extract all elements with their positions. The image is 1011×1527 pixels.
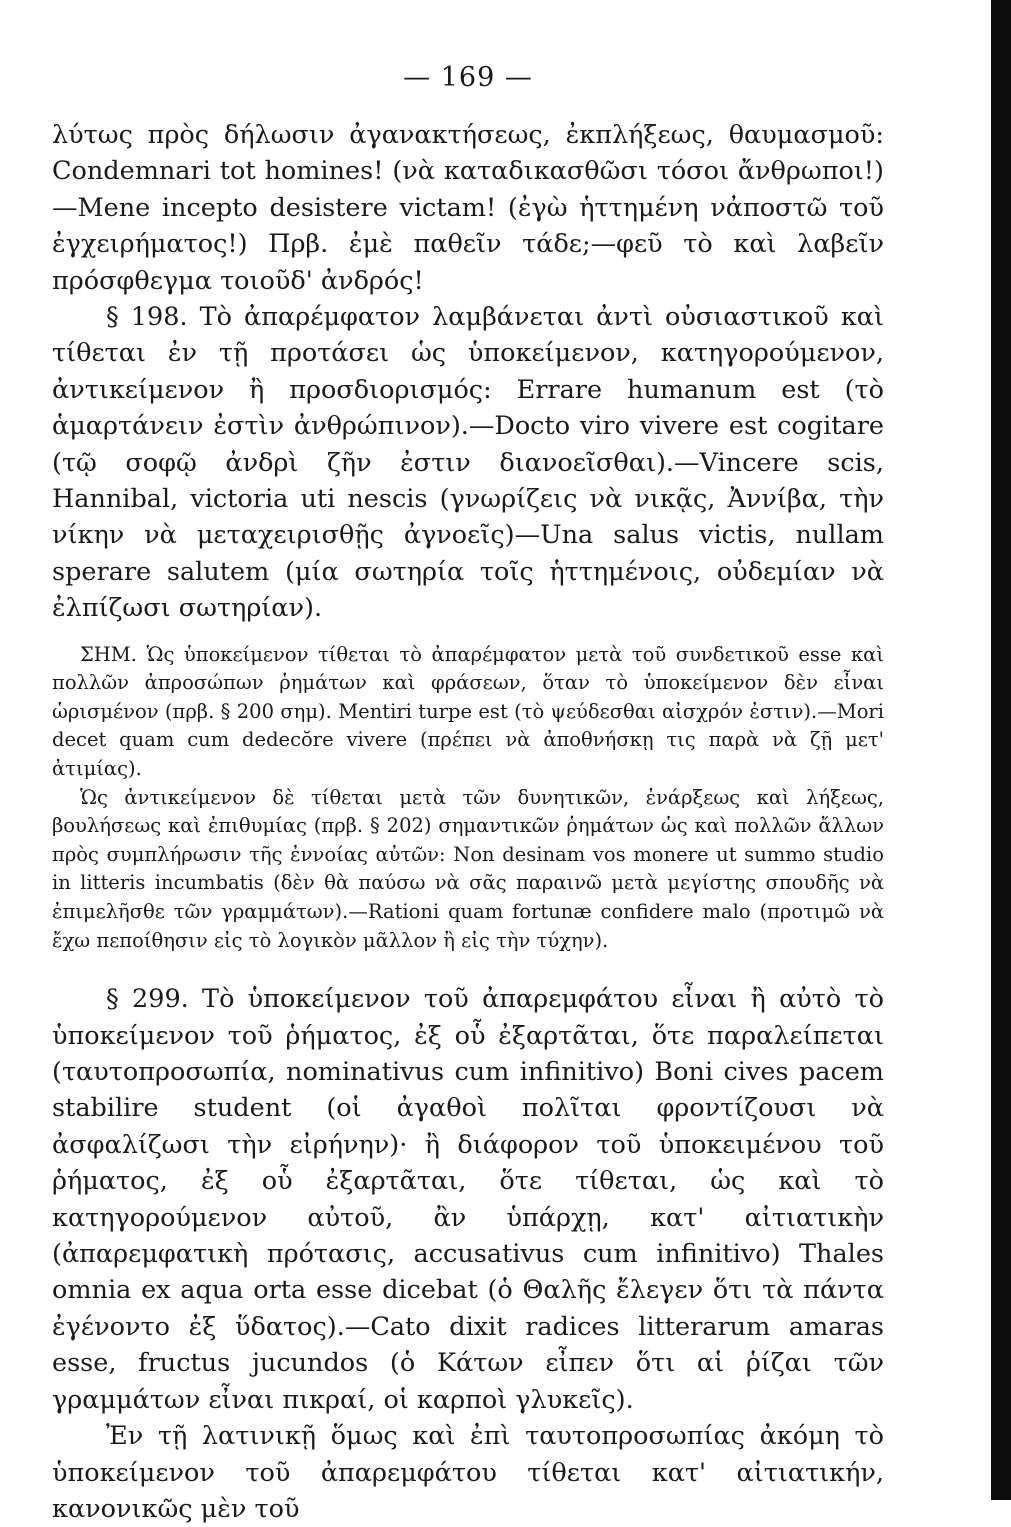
paragraph-latin-subject: Ἐν τῇ λατινικῇ ὅμως καὶ ἐπὶ ταυτοπροσωπίας ἀκόμη τὸ ὑποκείμενον τοῦ ἀπαρεμφάτου τίθεται κατ' αἰτιατικήν, κανονικῶς μὲν τοῦ: [52, 1421, 884, 1524]
paragraph-section-299: § 299. Τὸ ὑποκείμενον τοῦ ἀπαρεμφάτου εἶναι ἢ αὐτὸ τὸ ὑποκείμενον τοῦ ῥήματος, ἐξ οὗ ἐξαρτᾶται, ὅτε παραλείπεται (ταυτοπροσωπία, nominativus cum infinitivo) Boni cives pacem stabilire student (οἱ ἀγαθοὶ πολῖται φροντίζουσι νὰ ἀσφαλίζωσι τὴν εἰρήνην)· ἢ διάφορον τοῦ ὑποκειμένου τοῦ ῥήματος, ἐξ οὗ ἐξαρτᾶται, ὅτε τίθεται, ὡς καὶ τὸ κατηγορούμενον αὐτοῦ, ἂν ὑπάρχῃ, κατ' αἰτιατικὴν (ἀπαρεμφατικὴ πρότασις, accusativus cum infinitivo) Thales omnia ex aqua orta esse dicebat (ὁ Θαλῆς ἔλεγεν ὅτι τὰ πάντα ἐγένοντο ἐξ ὕδατος).—Cato dixit radices litterarum amaras esse, fructus jucundos (ὁ Κάτων εἶπεν ὅτι αἱ ῥίζαι τῶν γραμμάτων εἶναι πικραί, οἱ καρποὶ γλυκεῖς).: [52, 984, 884, 1415]
paragraph-continuation: λύτως πρὸς δήλωσιν ἀγανακτήσεως, ἐκπλήξεως, θαυμασμοῦ: Condemnari tot homines! (νὰ καταδικασθῶσι τόσοι ἄνθρωποι!)—Mene incepto desistere victam! (ἐγὼ ἡττημένη νἀποστῶ τοῦ ἐγχειρήματος!) Πρβ. ἐμὲ παθεῖν τάδε;—φεῦ τὸ καὶ λαβεῖν πρόσφθεγμα τοιοῦδ' ἀνδρός!: [52, 120, 884, 296]
paragraph-section-198: § 198. Τὸ ἀπαρέμφατον λαμβάνεται ἀντὶ οὐσιαστικοῦ καὶ τίθεται ἐν τῇ προτάσει ὡς ὑποκείμενον, κατηγορούμενον, ἀντικείμενον ἢ προσδιορισμός: Errare humanum est (τὸ ἁμαρτάνειν ἐστὶν ἀνθρώπινον).—Docto viro vivere est cogitare (τῷ σοφῷ ἀνδρὶ ζῆν ἐστιν διανοεῖσθαι).—Vincere scis, Hannibal, victoria uti nescis (γνωρίζεις νὰ νικᾷς, Ἀννίβα, τὴν νίκην νὰ μεταχειρισθῇς ἀγνοεῖς)—Una salus victis, nullam sperare salutem (μία σωτηρία τοῖς ἡττημένοις, οὐδεμίαν νὰ ἐλπίζωσι σωτηρίαν).: [52, 302, 884, 624]
note-paragraph-object: Ὡς ἀντικείμενον δὲ τίθεται μετὰ τῶν δυνητικῶν, ἐνάρξεως καὶ λήξεως, βουλήσεως καὶ ἐπιθυμίας (πρβ. § 202) σημαντικῶν ῥημάτων ὡς καὶ πολλῶν ἄλλων πρὸς συμπλήρωσιν τῆς ἐννοίας αὐτῶν: Non desinam vos monere ut summo studio in litteris incumbatis (δὲν θὰ παύσω νὰ σᾶς παραινῶ μετὰ μεγίστης σπουδῆς νὰ ἐπιμελῆσθε τῶν γραμμάτων).—Rationi quam fortunæ confidere malo (προτιμῶ νὰ ἔχω πεποίθησιν εἰς τὸ λογικὸν μᾶλλον ἢ εἰς τὴν τύχην).: [52, 785, 884, 952]
note-block: [52, 641, 884, 956]
book-page: [52, 62, 884, 1527]
scan-border: [991, 0, 1011, 1500]
note-paragraph-subject: ΣΗΜ. Ὡς ὑποκείμενον τίθεται τὸ ἀπαρέμφατον μετὰ τοῦ συνδετικοῦ esse καὶ πολλῶν ἀπροσώπων ῥημάτων καὶ φράσεων, ὅταν τὸ ὑποκείμενον δὲν εἶναι ὡρισμένον (πρβ. § 200 σημ). Mentiri turpe est (τὸ ψεύδεσθαι αἰσχρόν ἐστιν).—Mori decet quam cum dedecŏre vivere (πρέπει νὰ ἀποθνήσκῃ τις παρὰ νὰ ζῇ μετ' ἀτιμίας).: [52, 642, 884, 781]
main-text-lower: [52, 981, 884, 1527]
main-text: [52, 117, 884, 627]
page-number: — 169 —: [403, 62, 533, 93]
